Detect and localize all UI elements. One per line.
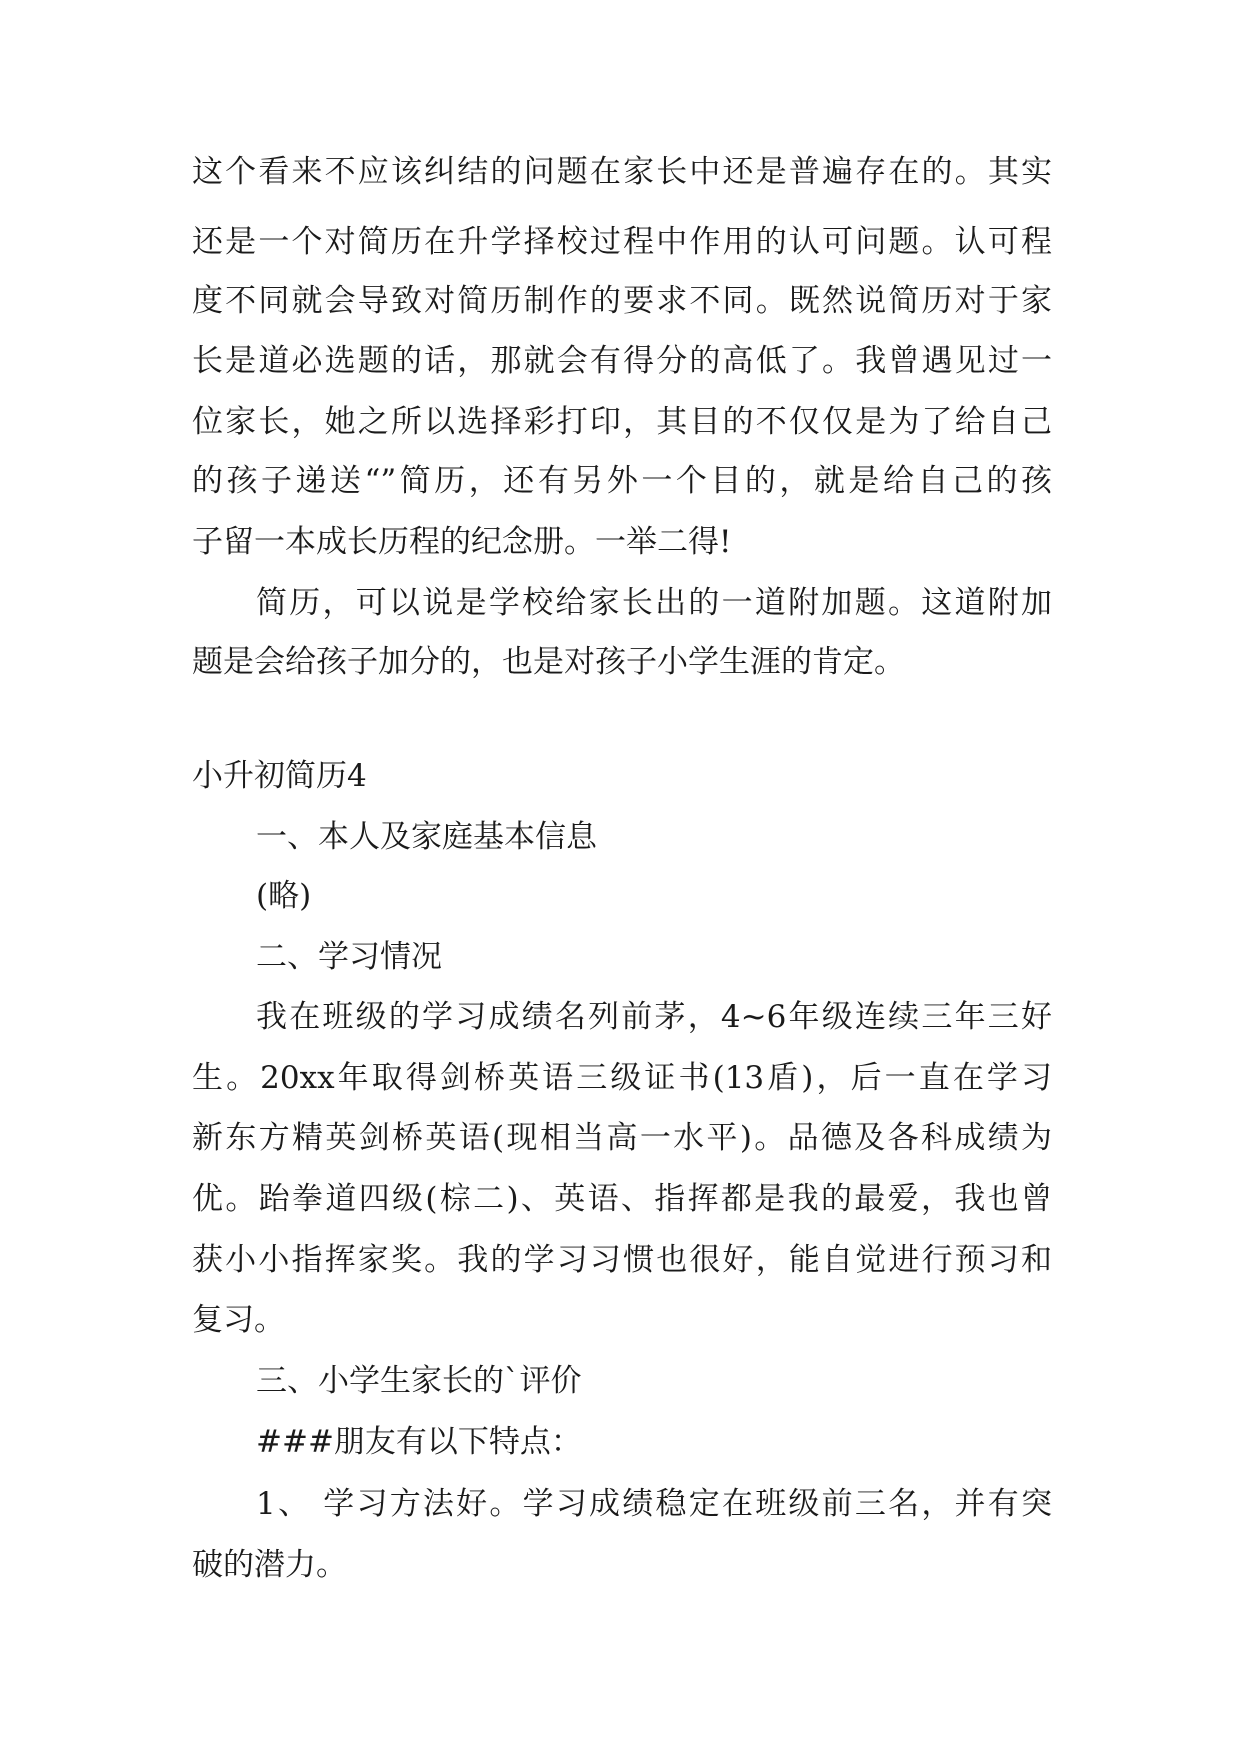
- heading-note: (略): [256, 878, 312, 914]
- list-item-line: 破的潜力。: [192, 1547, 347, 1583]
- paragraph-line: 题是会给孩子加分的，也是对孩子小学生涯的肯定。: [192, 644, 905, 680]
- paragraph-line: 子留一本成长历程的纪念册。一举二得!: [192, 524, 732, 560]
- paragraph-line: 度不同就会导致对简历制作的要求不同。既然说简历对于家: [192, 283, 1052, 319]
- heading-evaluation: 三、小学生家长的`评价: [256, 1363, 582, 1399]
- paragraph-line: 复习。: [192, 1302, 285, 1338]
- paragraph-line: 还是一个对简历在升学择校过程中作用的认可问题。认可程: [192, 224, 1052, 260]
- paragraph-line: 位家长，她之所以选择彩打印，其目的不仅仅是为了给自己: [192, 404, 1052, 440]
- paragraph-line: 新东方精英剑桥英语(现相当高一水平)。品德及各科成绩为: [192, 1120, 1052, 1156]
- paragraph-line: 优。跆拳道四级(棕二)、英语、指挥都是我的最爱，我也曾: [192, 1181, 1052, 1217]
- heading-basic-info: 一、本人及家庭基本信息: [256, 819, 597, 855]
- paragraph-line: 生。20xx年取得剑桥英语三级证书(13盾)，后一直在学习: [192, 1060, 1052, 1096]
- section-title: 小升初简历4: [192, 758, 367, 794]
- paragraph-line: 这个看来不应该纠结的问题在家长中还是普遍存在的。其实: [192, 154, 1052, 190]
- heading-study: 二、学习情况: [256, 939, 442, 975]
- paragraph-line: 长是道必选题的话，那就会有得分的高低了。我曾遇见过一: [192, 343, 1052, 379]
- paragraph-line: 简历，可以说是学校给家长出的一道附加题。这道附加: [256, 585, 1052, 621]
- list-item-line: 1、 学习方法好。学习成绩稳定在班级前三名，并有突: [256, 1486, 1052, 1522]
- intro-line: ###朋友有以下特点：: [256, 1424, 582, 1460]
- paragraph-line: 的孩子递送“”简历，还有另外一个目的，就是给自己的孩: [192, 463, 1052, 499]
- paragraph-line: 我在班级的学习成绩名列前茅，4~6年级连续三年三好: [256, 999, 1052, 1035]
- paragraph-line: 获小小指挥家奖。我的学习习惯也很好，能自觉进行预习和: [192, 1242, 1052, 1278]
